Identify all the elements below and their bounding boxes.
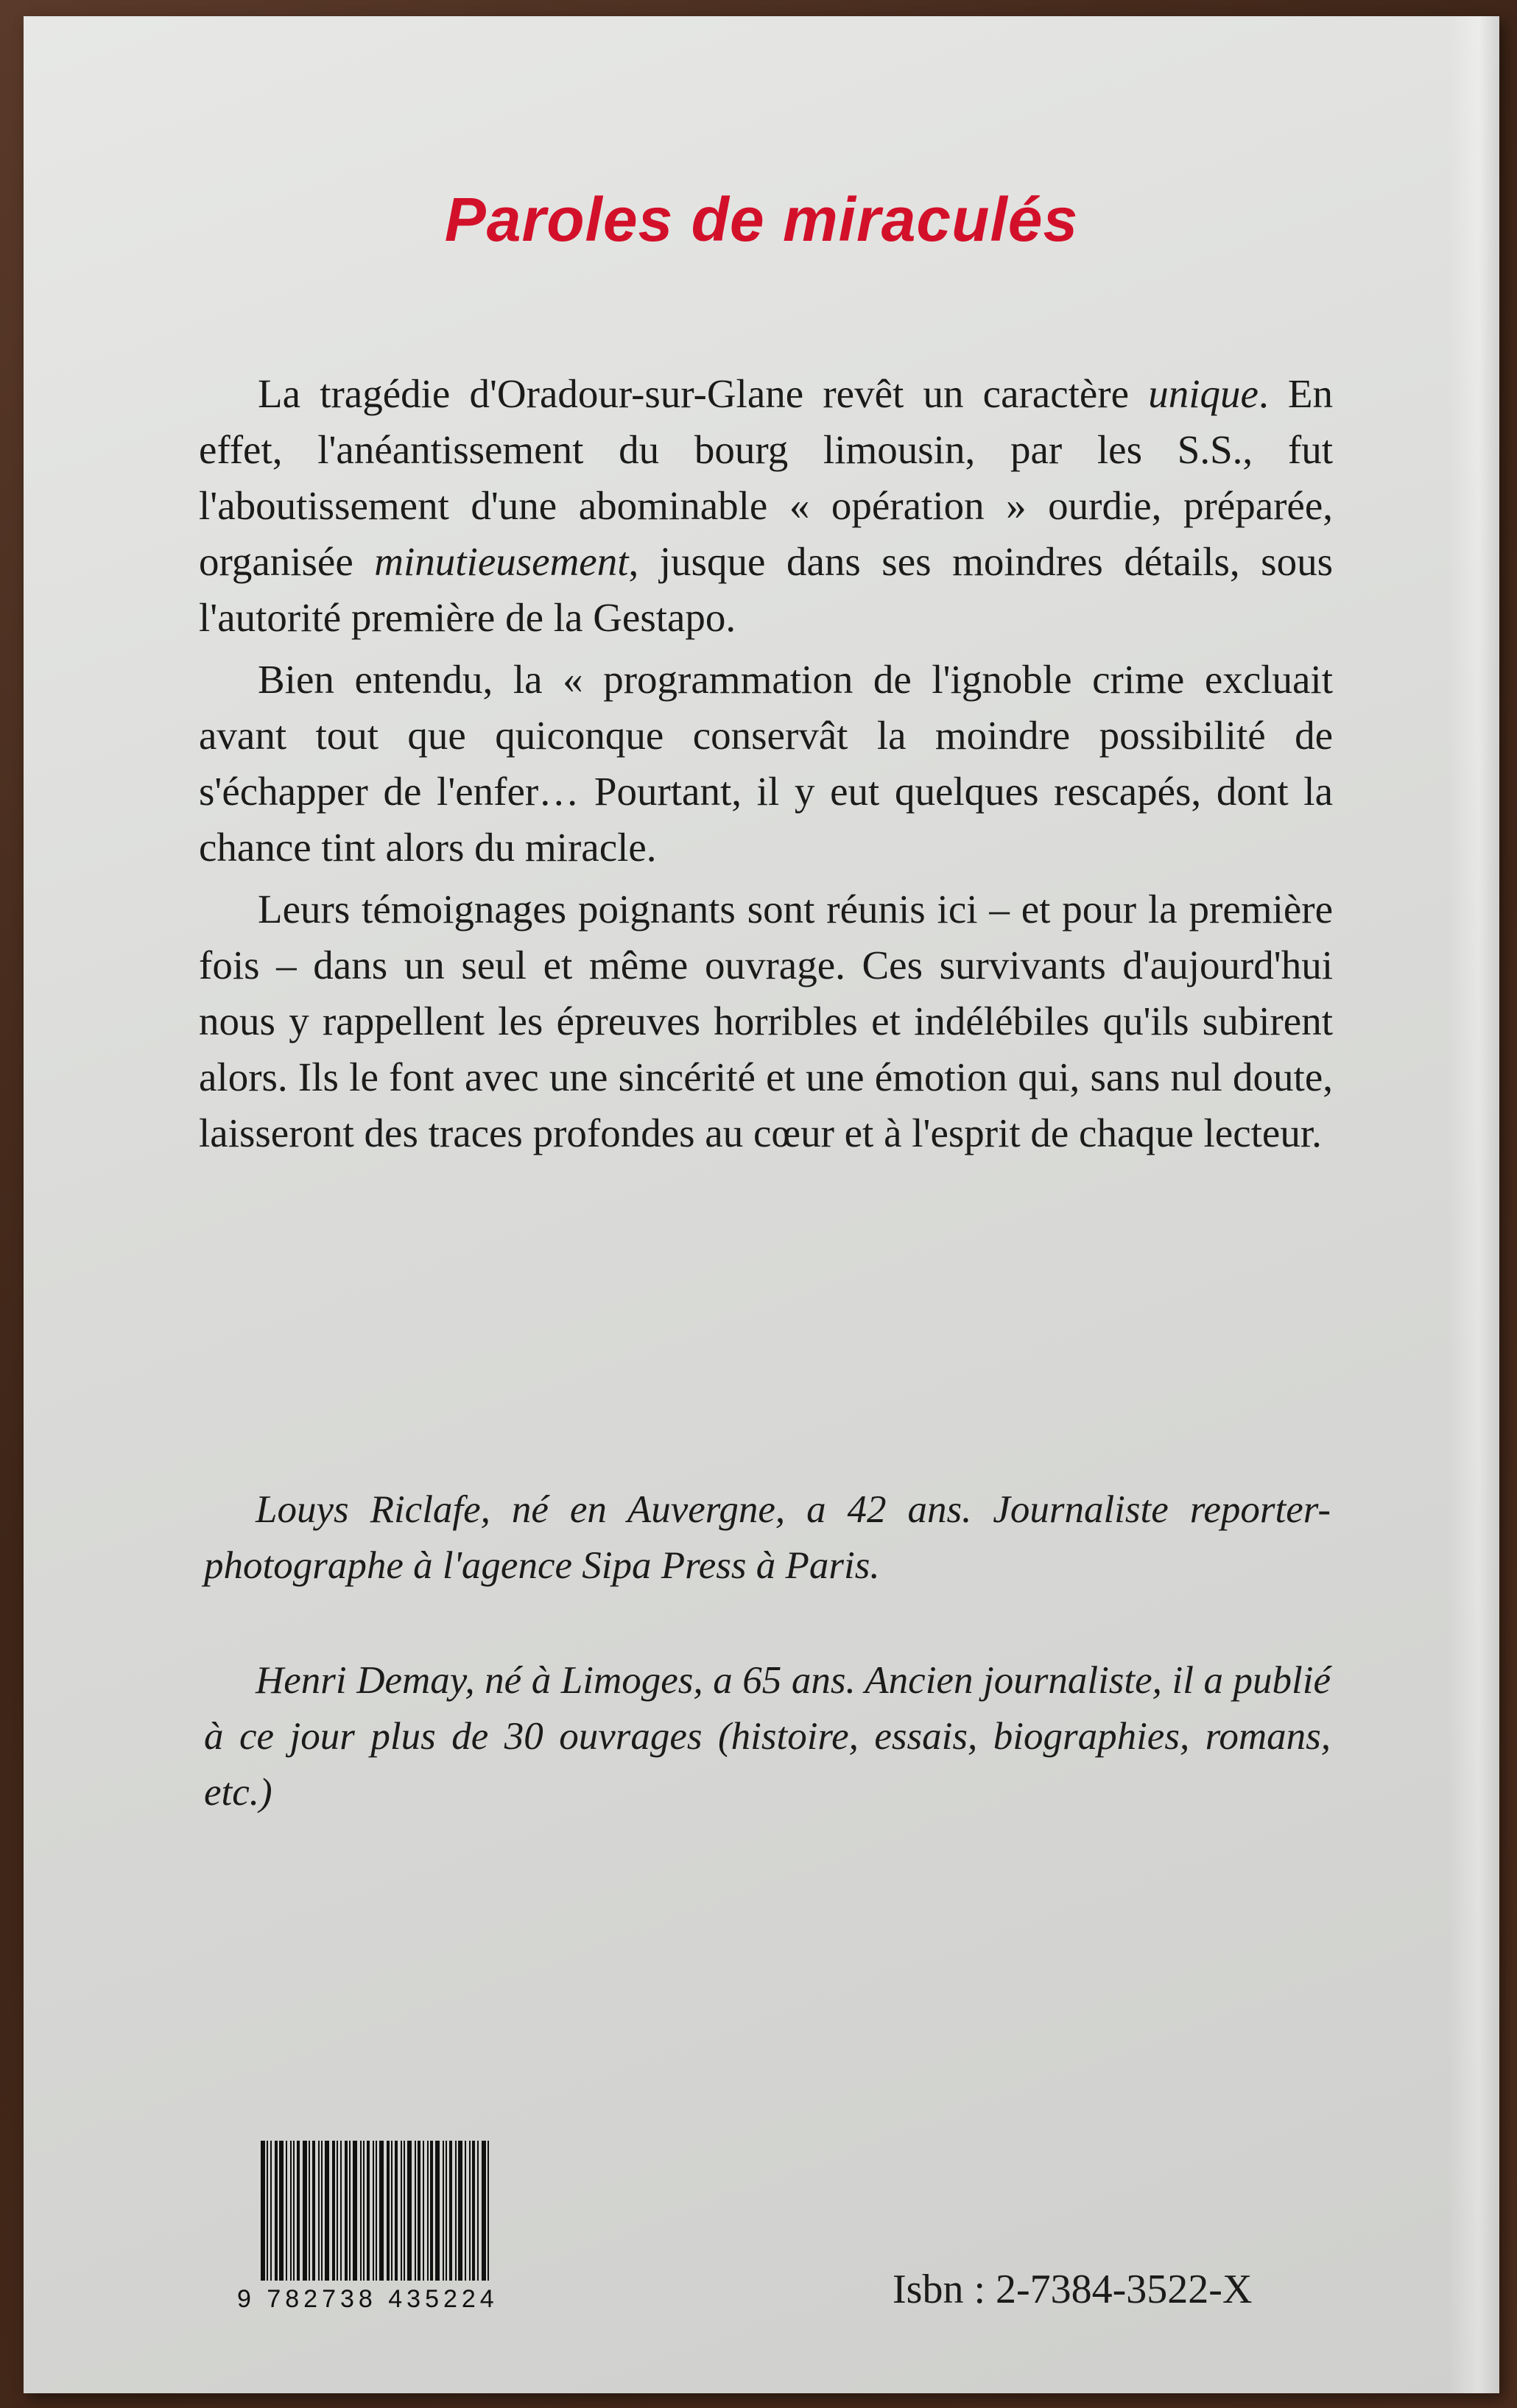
- emphasis-text: unique: [1148, 371, 1259, 416]
- barcode-bar: [349, 2141, 351, 2281]
- barcode-bar: [309, 2141, 310, 2281]
- isbn-number: Isbn : 2-7384-3522-X: [893, 2267, 1253, 2312]
- barcode-bar: [261, 2141, 265, 2281]
- book-title: Paroles de miraculés: [444, 185, 1079, 254]
- barcode-bar: [469, 2141, 471, 2281]
- book-back-cover: [24, 16, 1499, 2393]
- barcode-bar: [303, 2141, 307, 2281]
- barcode-bar: [446, 2141, 447, 2281]
- barcode-bar: [318, 2141, 320, 2281]
- barcode-bar: [270, 2141, 272, 2281]
- barcode-bar: [401, 2141, 402, 2281]
- barcode-bar: [465, 2141, 466, 2281]
- barcode-bar: [482, 2141, 486, 2281]
- barcode-bars: [261, 2141, 570, 2281]
- barcode-bar: [443, 2141, 444, 2281]
- blurb-text: [199, 366, 1333, 1167]
- barcode: [237, 2141, 576, 2314]
- barcode-bar: [325, 2141, 329, 2281]
- blurb-paragraph: [199, 652, 1333, 876]
- barcode-bar: [290, 2141, 292, 2281]
- paragraph-text: Leurs témoignages poignants sont réunis ici – et pour la première fois – dans un seul et même ouvrage. Ces survivants d'aujourd'hui nous y rappellent les épreuves horribles et indélébiles qu'ils subirent alors. Ils le font avec une sincérité et une émotion qui, sans nul doute, laisseront des traces profondes au cœur et à l'esprit de chaque lecteur.: [199, 887, 1333, 1155]
- barcode-bar: [267, 2141, 268, 2281]
- barcode-bar: [312, 2141, 315, 2281]
- barcode-bar: [340, 2141, 342, 2281]
- cover-edge-highlight: [1448, 16, 1499, 2393]
- barcode-bar: [418, 2141, 420, 2281]
- blurb-paragraph: [199, 366, 1333, 646]
- barcode-bar: [353, 2141, 357, 2281]
- barcode-bar: [321, 2141, 323, 2281]
- barcode-bar: [423, 2141, 424, 2281]
- barcode-bar: [387, 2141, 390, 2281]
- barcode-bar: [379, 2141, 384, 2281]
- author-bio: Henri Demay, né à Limoges, a 65 ans. Ancien journaliste, il a publié à ce jour plus de 30 ouvrages (histoire, essais, biographies, romans, etc.): [204, 1659, 1331, 1814]
- barcode-bar: [455, 2141, 457, 2281]
- barcode-bar: [415, 2141, 416, 2281]
- paragraph-text: La tragédie d'Oradour-sur-Glane revêt un caractère: [258, 371, 1149, 416]
- barcode-bar: [286, 2141, 287, 2281]
- barcode-bar: [279, 2141, 284, 2281]
- author-bios: [204, 1482, 1331, 1879]
- barcode-bar: [488, 2141, 489, 2281]
- barcode-bar: [435, 2141, 440, 2281]
- barcode-bar: [430, 2141, 433, 2281]
- paragraph-text: . En effet, l'anéantissement du bourg limousin, par les S.S., fut l'aboutissement d'une abominable « opération » ourdie, préparée, organisée: [199, 371, 1333, 584]
- barcode-bar: [293, 2141, 295, 2281]
- paragraph-text: , jusque dans ses moindres détails, sous l'autorité première de la Gestapo.: [199, 539, 1333, 640]
- paragraph-text: Bien entendu, la « programmation de l'ignoble crime excluait avant tout que quiconque conservât la moindre possibilité de s'échapper de l'enfer… Pourtant, il y eut quelques rescapés, dont la chance tint alors du miracle.: [199, 657, 1333, 870]
- author-bio: Louys Riclafe, né en Auvergne, a 42 ans. Journaliste reporter-photographe à l'agence Sipa Press à Paris.: [204, 1488, 1331, 1587]
- barcode-bar: [458, 2141, 462, 2281]
- blurb-paragraph: [199, 881, 1333, 1161]
- barcode-bar: [395, 2141, 398, 2281]
- barcode-bar: [367, 2141, 370, 2281]
- barcode-bar: [391, 2141, 393, 2281]
- barcode-bar: [477, 2141, 479, 2281]
- barcode-digits: 9 782738 435224: [237, 2285, 499, 2313]
- barcode-bar: [376, 2141, 377, 2281]
- emphasis-text: minutieusement: [374, 539, 629, 584]
- barcode-bar: [360, 2141, 362, 2281]
- barcode-bar: [345, 2141, 348, 2281]
- barcode-bar: [363, 2141, 365, 2281]
- barcode-bar: [373, 2141, 374, 2281]
- barcode-bar: [404, 2141, 405, 2281]
- barcode-bar: [337, 2141, 338, 2281]
- barcode-bar: [297, 2141, 300, 2281]
- barcode-bar: [407, 2141, 412, 2281]
- barcode-bar: [427, 2141, 429, 2281]
- barcode-bar: [332, 2141, 335, 2281]
- barcode-bar: [275, 2141, 278, 2281]
- barcode-bar: [449, 2141, 452, 2281]
- barcode-bar: [472, 2141, 475, 2281]
